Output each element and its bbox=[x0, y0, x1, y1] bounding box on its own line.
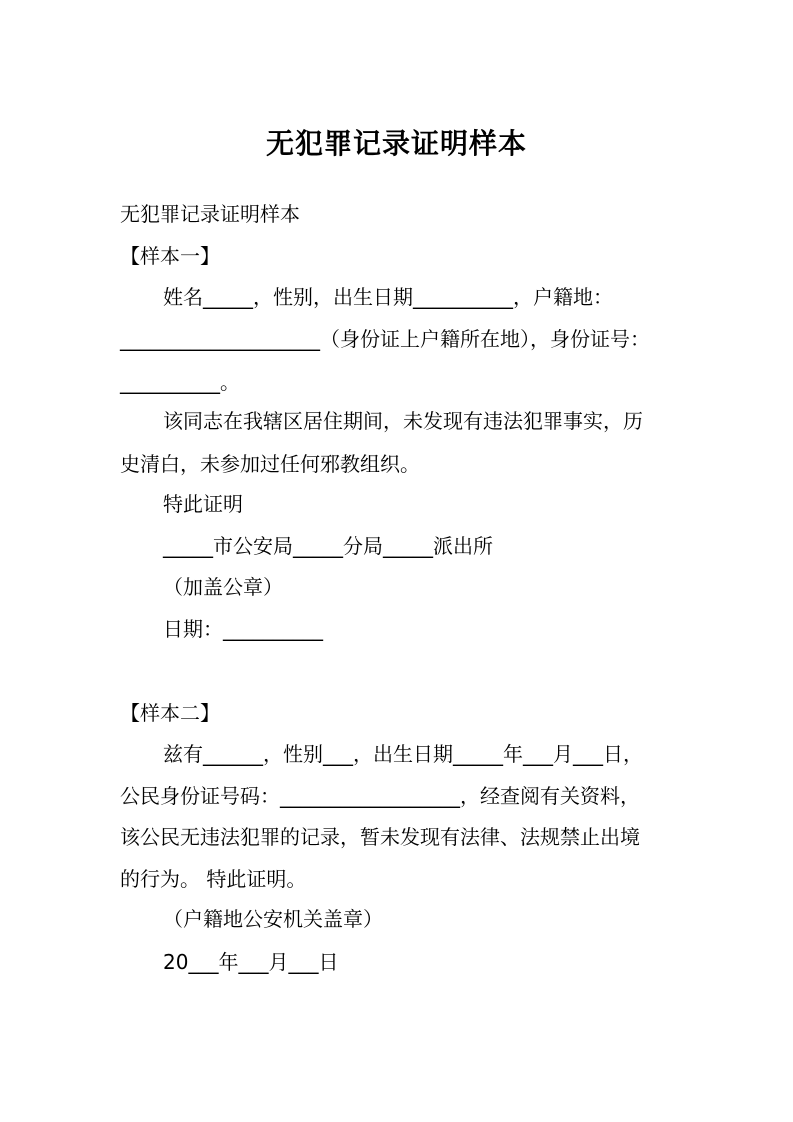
sample2-line3: 该公民无违法犯罪的记录，暂未发现有法律、法规禁止出境 bbox=[120, 825, 640, 849]
sample2-heading: 【样本二】 bbox=[120, 701, 220, 725]
document-title: 无犯罪记录证明样本 bbox=[265, 127, 527, 160]
sample2-line5: （户籍地公安机关盖章） bbox=[163, 907, 383, 931]
sample1-line1: 姓名_____，性别，出生日期__________，户籍地： bbox=[163, 285, 613, 309]
sample1-heading: 【样本一】 bbox=[120, 244, 220, 268]
sample1-line6: 特此证明 bbox=[163, 492, 243, 516]
sample1-line4: 该同志在我辖区居住期间，未发现有违法犯罪事实，历 bbox=[163, 409, 643, 433]
sample1-line2: ____________________（身份证上户籍所在地），身份证号： bbox=[120, 327, 650, 351]
sample1-line9: 日期：__________ bbox=[163, 617, 323, 641]
sample2-line4: 的行为。 特此证明。 bbox=[120, 867, 307, 891]
sample2-line6: 20___年___月___日 bbox=[163, 950, 339, 974]
sample2-line2: 公民身份证号码：__________________，经查阅有关资料， bbox=[120, 784, 640, 808]
sample1-line7: _____市公安局_____分局_____派出所 bbox=[163, 534, 493, 558]
sample1-line8: （加盖公章） bbox=[163, 575, 283, 599]
sample1-line3: __________。 bbox=[120, 370, 240, 394]
sample2-line1: 兹有______，性别___，出生日期_____年___月___日， bbox=[163, 742, 643, 766]
subtitle: 无犯罪记录证明样本 bbox=[120, 202, 300, 226]
sample1-line5: 史清白，未参加过任何邪教组织。 bbox=[120, 452, 420, 476]
